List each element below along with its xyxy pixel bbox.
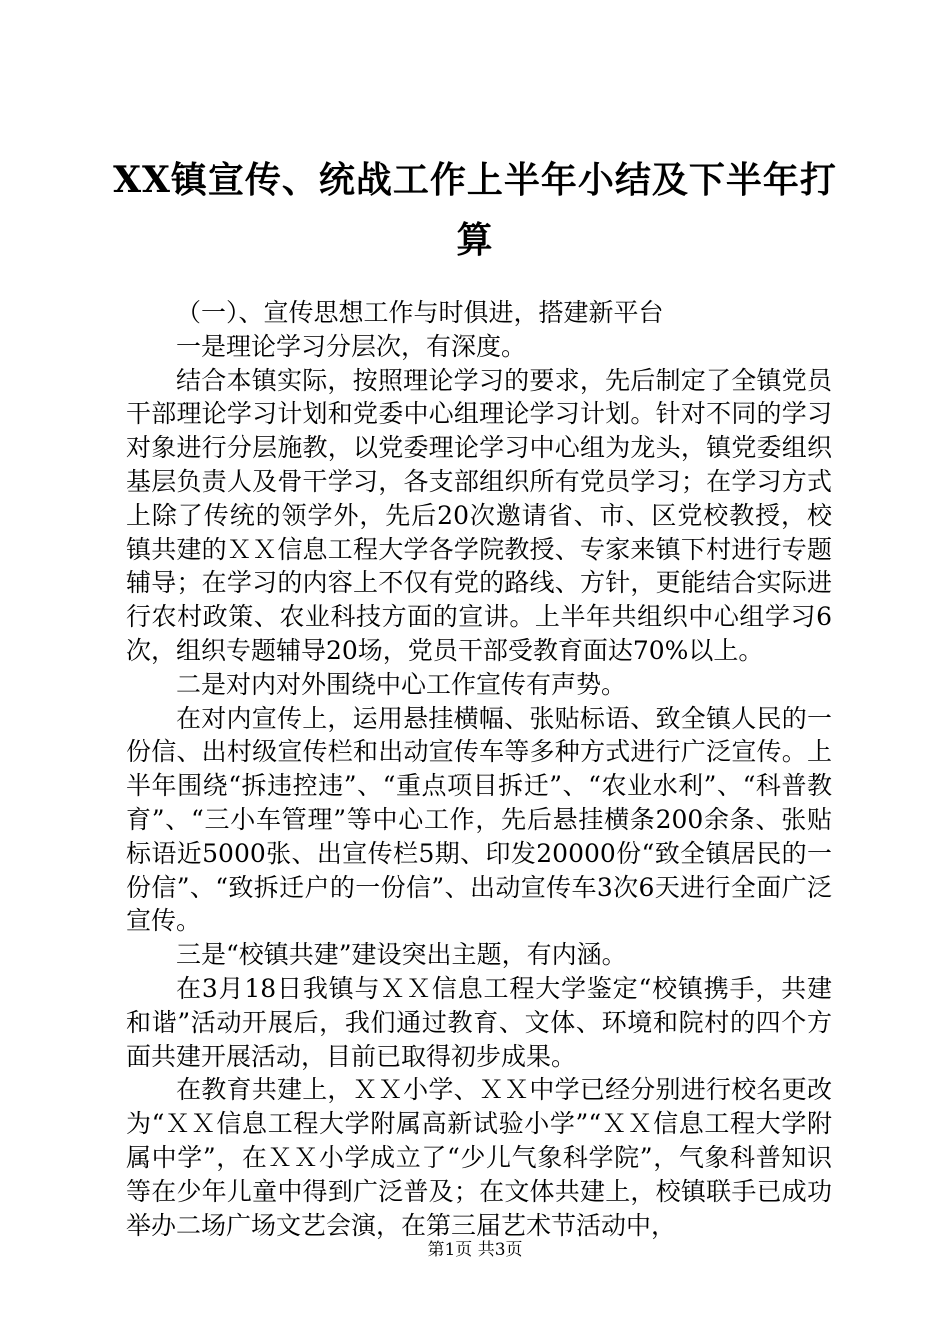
page-footer: 第1页 共3页 bbox=[427, 1240, 523, 1260]
subheading-3: 三是“校镇共建”建设突出主题，有内涵。 bbox=[176, 940, 627, 970]
subheading-2: 二是对内对外围绕中心工作宣传有声势。 bbox=[176, 669, 627, 699]
subheading-1: 一是理论学习分层次，有深度。 bbox=[176, 331, 527, 361]
section-heading: （一）、宣传思想工作与时俱进，搭建新平台 bbox=[176, 298, 664, 327]
paragraph-3: 在3月18日我镇与ＸＸ信息工程大学鉴定“校镇携手，共建和谐”活动开展后，我们通过教育、文体、环境和院村的四个方面共建开展活动，目前已取得初步成果。 bbox=[126, 973, 832, 1071]
document-body bbox=[126, 296, 832, 1242]
paragraph-2: 在对内宣传上，运用悬挂横幅、张贴标语、致全镇人民的一份信、出村级宣传栏和出动宣传车等多种方式进行广泛宣传。上半年围绕“拆违控违”、“重点项目拆迁”、“农业水利”、“科普教育”、“三小车管理”等中心工作，先后悬挂横条200余条、张贴标语近5000张、出宣传栏5期、印发20000份“致全镇居民的一份信”、“致拆迁户的一份信”、出动宣传车3次6天进行全面广泛宣传。 bbox=[126, 703, 832, 936]
paragraph-4: 在教育共建上，ＸＸ小学、ＸＸ中学已经分别进行校名更改为“ＸＸ信息工程大学附属高新试验小学”“ＸＸ信息工程大学附属中学”，在ＸＸ小学成立了“少儿气象科学院”，气象科普知识等在少年儿童中得到广泛普及；在文体共建上，校镇联手已成功举办二场广场文艺会演，在第三届艺术节活动中， bbox=[126, 1075, 832, 1240]
paragraph-1: 结合本镇实际，按照理论学习的要求，先后制定了全镇党员干部理论学习计划和党委中心组理论学习计划。针对不同的学习对象进行分层施教，以党委理论学习中心组为龙头，镇党委组织基层负责人及骨干学习，各支部组织所有党员学习；在学习方式上除了传统的领学外，先后20次邀请省、市、区党校教授，校镇共建的ＸＸ信息工程大学各学院教授、专家来镇下村进行专题辅导；在学习的内容上不仅有党的路线、方针，更能结合实际进行农村政策、农业科技方面的宣讲。上半年共组织中心组学习6次，组织专题辅导20场，党员干部受教育面达70%以上。 bbox=[126, 365, 832, 665]
document-title: XX镇宣传、统战工作上半年小结及下半年打算 bbox=[113, 159, 837, 261]
